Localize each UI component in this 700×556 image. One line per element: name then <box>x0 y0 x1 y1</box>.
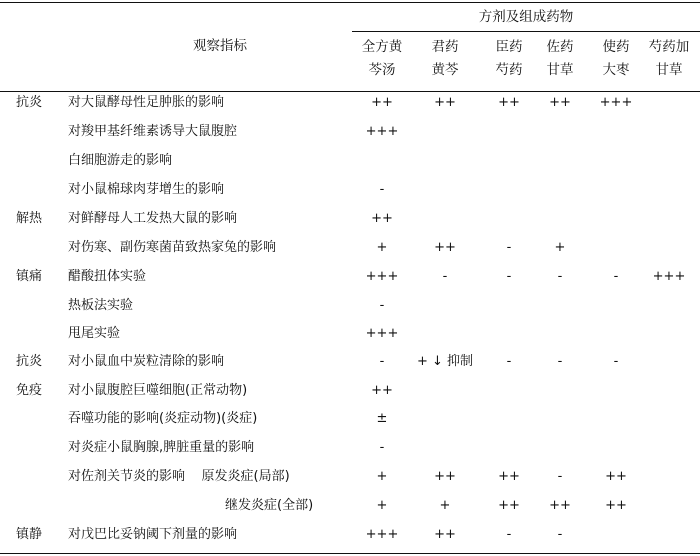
column-header-line2: 芍药 <box>495 62 523 78</box>
group-title: 方剂及组成药物 <box>478 9 574 25</box>
row-indicator: 醋酸扭体实验 <box>68 269 147 284</box>
cell-value: - <box>557 354 563 369</box>
row-category: 抗炎 <box>16 354 43 369</box>
cell-value: - <box>506 527 512 542</box>
column-header-line1: 全方黄 <box>361 39 403 55</box>
row-category: 镇痛 <box>16 269 43 284</box>
cell-value: +++ <box>599 95 633 110</box>
cell-value: ++ <box>434 240 456 255</box>
column-header-line1: 使药 <box>602 39 630 55</box>
cell-value: - <box>379 440 385 455</box>
group-header-rule <box>352 31 700 32</box>
cell-value: ++ <box>549 498 571 513</box>
bottom-rule <box>0 553 700 554</box>
cell-value: - <box>613 354 619 369</box>
row-indicator: 热板法实验 <box>68 298 134 313</box>
header-bottom-rule <box>0 91 700 92</box>
cell-value: +++ <box>652 269 686 284</box>
cell-value: + <box>376 469 388 484</box>
cell-value: ++ <box>605 469 627 484</box>
cell-value: ++ <box>498 95 520 110</box>
row-indicator: 吞噬功能的影响(炎症动物)(炎症) <box>68 411 258 426</box>
column-header-line1: 芍药加 <box>648 39 690 55</box>
cell-value: - <box>506 240 512 255</box>
row-indicator: 对小鼠腹腔巨噬细胞(正常动物) <box>68 383 248 398</box>
cell-value: ++ <box>371 383 393 398</box>
cell-value: - <box>506 269 512 284</box>
row-indicator: 对佐剂关节炎的影响 原发炎症(局部) <box>68 469 290 484</box>
cell-value: + <box>554 240 566 255</box>
cell-value: +++ <box>365 269 399 284</box>
cell-value: ++ <box>549 95 571 110</box>
row-indicator: 对戊巴比妥钠阈下剂量的影响 <box>68 527 238 542</box>
row-category: 解热 <box>16 211 43 226</box>
cell-value: ++ <box>498 498 520 513</box>
cell-value: +++ <box>365 124 399 139</box>
cell-value: ± <box>376 411 388 426</box>
row-category: 抗炎 <box>16 95 43 110</box>
row-indicator: 甩尾实验 <box>68 326 121 341</box>
cell-value: - <box>442 269 448 284</box>
top-rule <box>0 2 700 3</box>
cell-value: - <box>379 182 385 197</box>
row-indicator: 对小鼠血中炭粒清除的影响 <box>68 354 225 369</box>
column-header-line2: 大枣 <box>602 62 630 78</box>
cell-value: - <box>613 269 619 284</box>
row-indicator: 对伤寒、副伤寒菌苗致热家兔的影响 <box>68 240 277 255</box>
cell-value: ++ <box>498 469 520 484</box>
row-indicator: 对炎症小鼠胸腺,脾脏重量的影响 <box>68 440 255 455</box>
cell-value: ++ <box>371 95 393 110</box>
cell-value: + <box>376 240 388 255</box>
column-header-line2: 黄芩 <box>431 62 459 78</box>
row-indicator: 对小鼠棉球肉芽增生的影响 <box>68 182 225 197</box>
column-header-line1: 君药 <box>431 39 459 55</box>
cell-value: + ↓ 抑制 <box>417 354 474 369</box>
column-header-line1: 臣药 <box>495 39 523 55</box>
cell-value: - <box>379 354 385 369</box>
cell-value: - <box>506 354 512 369</box>
row-category: 镇静 <box>16 527 43 542</box>
cell-value: ++ <box>371 211 393 226</box>
cell-value: - <box>379 298 385 313</box>
cell-value: + <box>376 498 388 513</box>
cell-value: - <box>557 469 563 484</box>
row-indicator: 对大鼠酵母性足肿胀的影响 <box>68 95 225 110</box>
cell-value: ++ <box>434 95 456 110</box>
row-category: 免疫 <box>16 383 43 398</box>
column-header-line2: 甘草 <box>546 62 574 78</box>
cell-value: ++ <box>434 469 456 484</box>
column-header-line1: 佐药 <box>546 39 574 55</box>
cell-value: +++ <box>365 527 399 542</box>
cell-value: - <box>557 527 563 542</box>
row-indicator: 继发炎症(全部) <box>225 498 314 513</box>
indicator-title: 观察指标 <box>193 38 247 54</box>
column-header-line2: 芩汤 <box>368 62 396 78</box>
row-indicator: 对鲜酵母人工发热大鼠的影响 <box>68 211 238 226</box>
cell-value: +++ <box>365 326 399 341</box>
cell-value: ++ <box>605 498 627 513</box>
column-header-line2: 甘草 <box>655 62 683 78</box>
row-indicator: 对羧甲基纤维素诱导大鼠腹腔 <box>68 124 238 139</box>
cell-value: ++ <box>434 527 456 542</box>
cell-value: - <box>557 269 563 284</box>
cell-value: + <box>439 498 451 513</box>
row-indicator: 白细胞游走的影响 <box>68 153 173 168</box>
